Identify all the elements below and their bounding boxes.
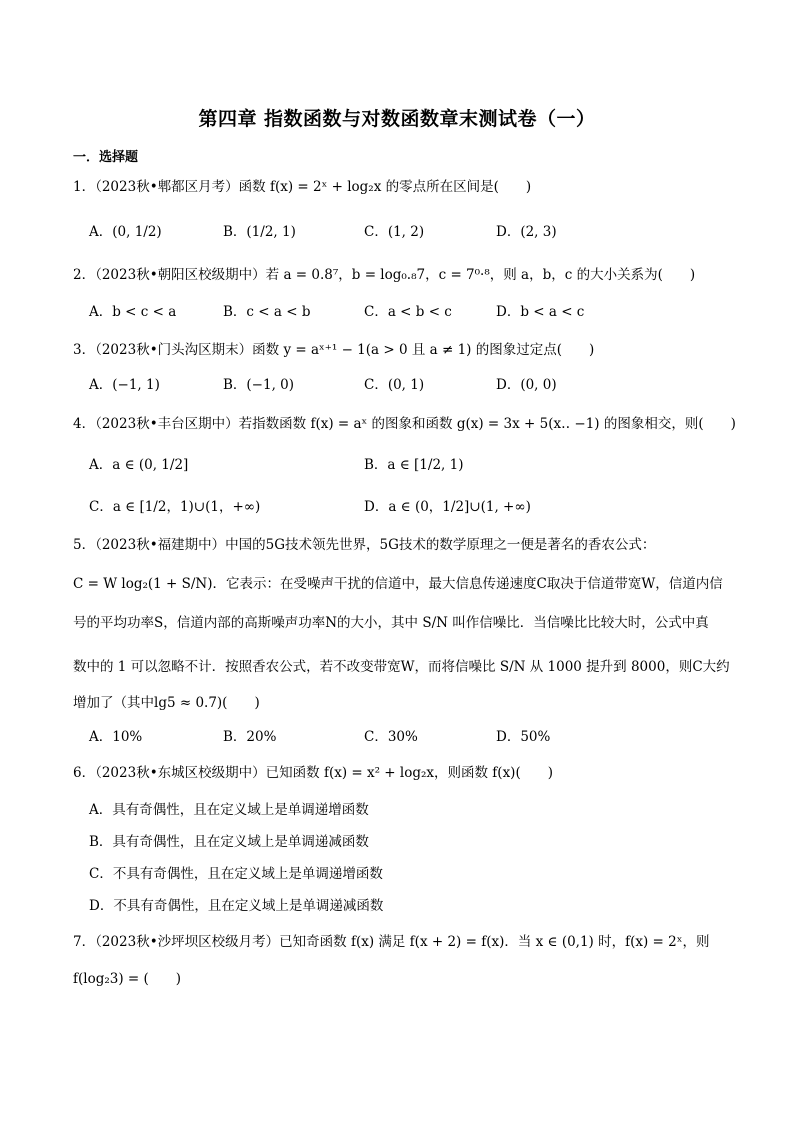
question-5-stem-line-2: C = W log₂(1 + S/N)．它表示：在受噪声干扰的信道中，最大信息传递速度C取决于信道带宽W，信道内信 — [73, 576, 723, 592]
question-5-stem-line-1: 5．（2023秋•福建期中）中国的5G技术领先世界，5G技术的数学原理之一便是著名的香农公式： — [73, 537, 656, 553]
question-5-option-c: C．30% — [364, 729, 418, 745]
question-4-stem: 4．（2023秋•丰台区期中）若指数函数 f(x) = aˣ 的图象和函数 g(x) = 3x + 5(x‥ −1) 的图象相交，则( ) — [73, 416, 736, 432]
question-1-option-a: A．(0, 1/2) — [89, 224, 162, 240]
question-6-option-d: D．不具有奇偶性，且在定义域上是单调递减函数 — [89, 898, 384, 914]
question-6-stem: 6．（2023秋•东城区校级期中）已知函数 f(x) = x² + log₂x，则函数 f(x)( ) — [73, 765, 553, 781]
section-heading: 一．选择题 — [73, 150, 139, 165]
question-6-option-a: A．具有奇偶性，且在定义域上是单调递增函数 — [89, 802, 369, 818]
question-3-option-d: D．(0, 0) — [496, 377, 557, 393]
question-5-option-d: D．50% — [496, 729, 551, 745]
question-2-option-c: C．a < b < c — [364, 304, 452, 320]
question-4-option-a: A．a ∈ (0, 1/2] — [89, 457, 189, 473]
question-7-stem-line-1: 7．（2023秋•沙坪坝区校级月考）已知奇函数 f(x) 满足 f(x + 2) = f(x)．当 x ∈ (0,1) 时，f(x) = 2ˣ，则 — [73, 934, 710, 950]
question-7-stem-line-2: f(log₂3) = ( ) — [73, 971, 182, 987]
page-title: 第四章 指数函数与对数函数章末测试卷（一） — [198, 108, 596, 130]
question-5-stem-line-3: 号的平均功率S，信道内部的高斯噪声功率N的大小，其中 S/N 叫作信噪比．当信噪比比较大时，公式中真 — [73, 615, 709, 631]
question-4-option-c: C．a ∈ [1/2，1)∪(1，+∞) — [89, 499, 261, 515]
question-4-option-d: D．a ∈ (0，1/2]∪(1, +∞) — [364, 499, 531, 515]
question-1-option-b: B．(1/2, 1) — [223, 224, 296, 240]
question-1-option-d: D．(2, 3) — [496, 224, 557, 240]
question-6-option-c: C．不具有奇偶性，且在定义域上是单调递增函数 — [89, 866, 383, 882]
question-3-stem: 3．（2023秋•门头沟区期末）函数 y = aˣ⁺¹ − 1(a > 0 且 a ≠ 1) 的图象过定点( ) — [73, 342, 595, 358]
question-3-option-a: A．(−1, 1) — [89, 377, 160, 393]
question-3-option-b: B．(−1, 0) — [223, 377, 295, 393]
question-5-stem-line-5: 增加了（其中lg5 ≈ 0.7)( ) — [73, 695, 260, 711]
question-1-option-c: C．(1, 2) — [364, 224, 425, 240]
question-5-option-b: B．20% — [223, 729, 277, 745]
question-5-option-a: A．10% — [89, 729, 143, 745]
question-2-stem: 2．（2023秋•朝阳区校级期中）若 a = 0.8⁷，b = log₀.₈7，c = 7⁰·⁸，则 a，b，c 的大小关系为( ) — [73, 267, 696, 283]
question-2-option-d: D．b < a < c — [496, 304, 585, 320]
question-2-option-b: B．c < a < b — [223, 304, 311, 320]
question-3-option-c: C．(0, 1) — [364, 377, 425, 393]
question-2-option-a: A．b < c < a — [89, 304, 177, 320]
question-4-option-b: B．a ∈ [1/2, 1) — [364, 457, 464, 473]
question-1-stem: 1．（2023秋•郫都区月考）函数 f(x) = 2ˣ + log₂x 的零点所在区间是( ) — [73, 179, 532, 195]
question-6-option-b: B．具有奇偶性，且在定义域上是单调递减函数 — [89, 834, 369, 850]
question-5-stem-line-4: 数中的 1 可以忽略不计．按照香农公式，若不改变带宽W，而将信噪比 S/N 从 1000 提升到 8000，则C大约 — [73, 659, 730, 675]
